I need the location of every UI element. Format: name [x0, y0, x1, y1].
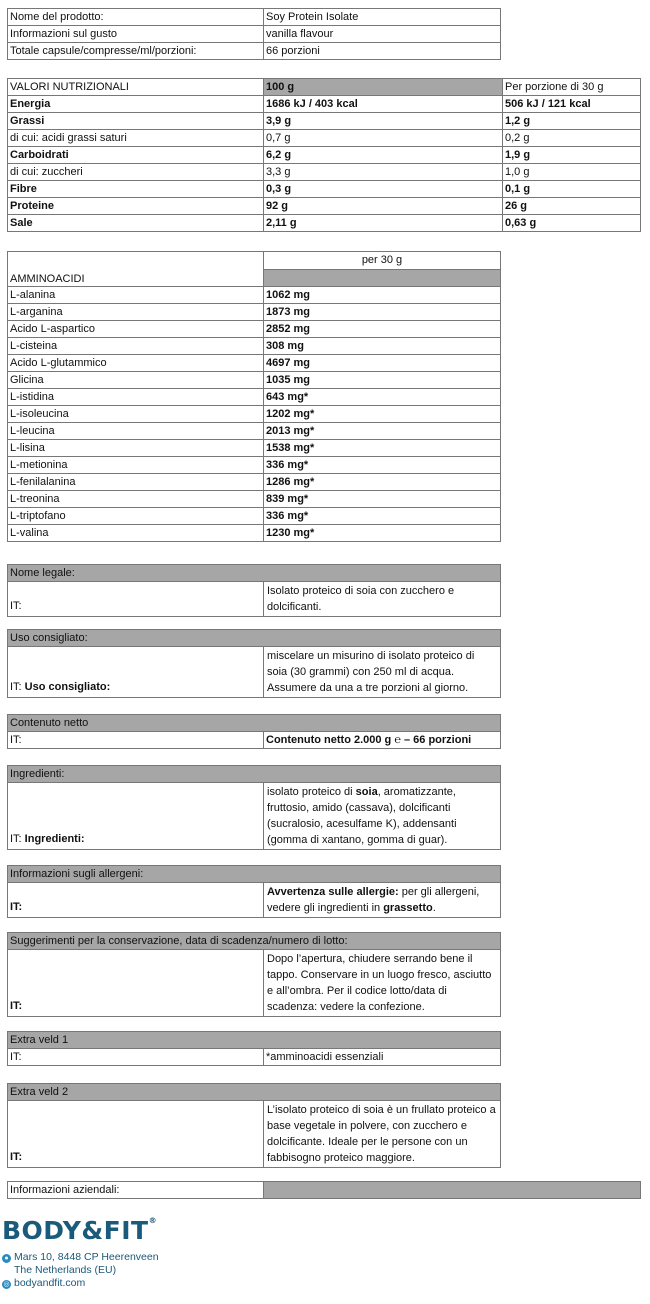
nutrition-table	[7, 78, 641, 232]
brand-logo	[2, 1216, 159, 1245]
nutrient-100g: 3,9 g	[264, 113, 503, 130]
nutrient-name: Fibre	[8, 181, 264, 198]
amino-row	[8, 355, 501, 372]
text-part: per gli allergeni, vedere gli ingredienti in	[267, 886, 480, 914]
nutrient-name: Proteine	[8, 198, 264, 215]
nutrient-100g: 2,11 g	[264, 215, 503, 232]
lang-label: IT:	[8, 732, 264, 749]
nutrient-name: di cui: acidi grassi saturi	[8, 130, 264, 147]
cell-label: Totale capsule/compresse/ml/porzioni:	[8, 43, 264, 60]
amino-row	[8, 508, 501, 525]
nutrient-portion: 1,2 g	[503, 113, 641, 130]
amino-value: 1202 mg*	[264, 406, 501, 423]
address-line-2: The Netherlands (EU)	[14, 1264, 117, 1276]
amino-row	[8, 491, 501, 508]
amino-value: 1873 mg	[264, 304, 501, 321]
ingredients-section	[7, 765, 501, 850]
amino-name: Acido L-glutammico	[8, 355, 264, 372]
address-line-1: Mars 10, 8448 CP Heerenveen	[14, 1251, 159, 1263]
nutrition-row	[8, 130, 641, 147]
extra2-section	[7, 1083, 501, 1168]
amino-name: L-metionina	[8, 457, 264, 474]
header-100g: 100 g	[264, 79, 503, 96]
lang-code: IT:	[10, 833, 25, 845]
section-text	[264, 783, 501, 850]
amino-row	[8, 304, 501, 321]
amino-value: 1286 mg*	[264, 474, 501, 491]
amino-name: L-fenilalanina	[8, 474, 264, 491]
usage-section	[7, 629, 501, 698]
amino-row	[8, 525, 501, 542]
nutrition-row	[8, 164, 641, 181]
amino-name: L-istidina	[8, 389, 264, 406]
amino-value: 1062 mg	[264, 287, 501, 304]
address-block	[2, 1251, 159, 1290]
amino-value: 2013 mg*	[264, 423, 501, 440]
nutrient-name: Carboidrati	[8, 147, 264, 164]
nutrition-body	[8, 96, 641, 232]
amino-row	[8, 457, 501, 474]
nutrient-portion: 0,63 g	[503, 215, 641, 232]
company-footer	[2, 1216, 159, 1290]
amino-value: 4697 mg	[264, 355, 501, 372]
allergen-word: soia	[355, 786, 378, 798]
globe-icon: ◎	[3, 1281, 10, 1288]
company-gray-cell	[264, 1182, 641, 1199]
amino-body	[8, 287, 501, 542]
amino-row	[8, 372, 501, 389]
amino-name: Acido L-aspartico	[8, 321, 264, 338]
section-text	[264, 883, 501, 918]
section-title: Informazioni sugli allergeni:	[8, 866, 501, 883]
location-pin-icon: ●	[2, 1254, 11, 1263]
nutrition-row	[8, 147, 641, 164]
amino-row	[8, 338, 501, 355]
lang-label-bold: Uso consigliato:	[24, 681, 111, 693]
cell-label: Nome del prodotto:	[8, 9, 264, 26]
amino-name: L-arganina	[8, 304, 264, 321]
website-line[interactable]	[2, 1277, 159, 1290]
nutrition-row	[8, 215, 641, 232]
nutrient-portion: 0,1 g	[503, 181, 641, 198]
section-text: *amminoacidi essenziali	[264, 1049, 501, 1066]
nutrient-portion: 506 kJ / 121 kcal	[503, 96, 641, 113]
section-text: Isolato proteico di soia con zucchero e dolcificanti.	[264, 582, 501, 617]
amino-gray-cell	[264, 269, 501, 287]
nutrient-name: Energia	[8, 96, 264, 113]
section-title: Extra veld 1	[8, 1032, 501, 1049]
lang-label	[8, 783, 264, 850]
text-part: grassetto	[383, 902, 433, 914]
amino-name: L-valina	[8, 525, 264, 542]
amino-name: L-cisteina	[8, 338, 264, 355]
nutrient-portion: 1,9 g	[503, 147, 641, 164]
nutrient-portion: 0,2 g	[503, 130, 641, 147]
lang-label-bold: Ingredienti:	[24, 833, 85, 845]
amino-value: 2852 mg	[264, 321, 501, 338]
nutrient-100g: 3,3 g	[264, 164, 503, 181]
net-content-section	[7, 714, 501, 749]
nutrient-portion: 1,0 g	[503, 164, 641, 181]
lang-label: IT:	[8, 950, 264, 1017]
section-title: Nome legale:	[8, 565, 501, 582]
storage-section	[7, 932, 501, 1017]
header-portion: Per porzione di 30 g	[503, 79, 641, 96]
amino-name: L-treonina	[8, 491, 264, 508]
website-link[interactable]: bodyandfit.com	[14, 1277, 86, 1289]
lang-label: IT:	[8, 1049, 264, 1066]
section-title: Suggerimenti per la conservazione, data di scadenza/numero di lotto:	[8, 933, 501, 950]
nutrition-row	[8, 181, 641, 198]
nutrition-header	[8, 79, 641, 96]
amino-row	[8, 406, 501, 423]
nutrient-100g: 0,7 g	[264, 130, 503, 147]
text-part: Avvertenza sulle allergie:	[267, 886, 399, 898]
extra1-section	[7, 1031, 501, 1066]
registered-mark: ®	[148, 1216, 158, 1225]
cell-value: vanilla flavour	[264, 26, 501, 43]
amino-row	[8, 474, 501, 491]
amino-row	[8, 321, 501, 338]
nutrient-name: di cui: zuccheri	[8, 164, 264, 181]
amino-name: L-isoleucina	[8, 406, 264, 423]
lang-code: IT:	[10, 681, 25, 693]
lang-label	[8, 647, 264, 698]
table-row	[8, 26, 501, 43]
section-text: Contenuto netto 2.000 g ℮ – 66 porzioni	[264, 732, 501, 749]
amino-value: 1035 mg	[264, 372, 501, 389]
cell-label: Informazioni sul gusto	[8, 26, 264, 43]
section-title: Informazioni aziendali:	[8, 1182, 264, 1199]
text-part: .	[432, 902, 436, 914]
nutrient-portion: 26 g	[503, 198, 641, 215]
amino-row	[8, 423, 501, 440]
amino-value: 643 mg*	[264, 389, 501, 406]
nutrient-name: Grassi	[8, 113, 264, 130]
logo-text: BODY&FIT	[2, 1216, 149, 1245]
section-title: Contenuto netto	[8, 715, 501, 732]
amino-name: L-lisina	[8, 440, 264, 457]
section-title: Uso consigliato:	[8, 630, 501, 647]
amino-table	[7, 251, 501, 542]
table-row	[8, 43, 501, 60]
amino-name: L-alanina	[8, 287, 264, 304]
nutrition-row	[8, 96, 641, 113]
nutrient-100g: 1686 kJ / 403 kcal	[264, 96, 503, 113]
company-section	[7, 1181, 641, 1199]
amino-name: Glicina	[8, 372, 264, 389]
amino-value: 336 mg*	[264, 508, 501, 525]
text-part: , aromatizzante, fruttosio, amido (cassava), dolcificanti (sucralosio, acesulfame K), addensanti (gomma di xantano, gomma di guar).	[267, 786, 457, 846]
amino-row	[8, 287, 501, 304]
section-title: Extra veld 2	[8, 1084, 501, 1101]
section-title: Ingredienti:	[8, 766, 501, 783]
header-label: VALORI NUTRIZIONALI	[8, 79, 264, 96]
table-row	[8, 9, 501, 26]
nutrient-100g: 92 g	[264, 198, 503, 215]
amino-value: 1538 mg*	[264, 440, 501, 457]
address-line	[2, 1251, 159, 1264]
lang-label: IT:	[8, 582, 264, 617]
allergens-section	[7, 865, 501, 918]
legal-section	[7, 564, 501, 617]
nutrient-100g: 6,2 g	[264, 147, 503, 164]
nutrient-100g: 0,3 g	[264, 181, 503, 198]
nutrition-row	[8, 113, 641, 130]
amino-name: L-triptofano	[8, 508, 264, 525]
amino-header-top	[8, 252, 501, 270]
amino-row	[8, 440, 501, 457]
section-text: miscelare un misurino di isolato proteico di soia (30 grammi) con 250 ml di acqua. Assumere da una a tre porzioni al giorno.	[264, 647, 501, 698]
amino-value: 308 mg	[264, 338, 501, 355]
lang-label: IT:	[8, 883, 264, 918]
nutrient-name: Sale	[8, 215, 264, 232]
amino-row	[8, 389, 501, 406]
amino-title: AMMINOACIDI	[8, 252, 264, 287]
product-info-table	[7, 8, 501, 60]
amino-value: 839 mg*	[264, 491, 501, 508]
section-text: Dopo l’apertura, chiudere serrando bene il tappo. Conservare in un luogo fresco, asciutto e all’ombra. Per il codice lotto/data di scadenza: vedere la confezione.	[264, 950, 501, 1017]
amino-value: 336 mg*	[264, 457, 501, 474]
cell-value: 66 porzioni	[264, 43, 501, 60]
lang-label: IT:	[8, 1101, 264, 1168]
text-part: isolato proteico di	[267, 786, 356, 798]
cell-value: Soy Protein Isolate	[264, 9, 501, 26]
amino-value: 1230 mg*	[264, 525, 501, 542]
section-text: L’isolato proteico di soia è un frullato proteico a base vegetale in polvere, con zucchero e dolcificante. Ideale per le persone con un fabbisogno proteico maggiore.	[264, 1101, 501, 1168]
amino-per: per 30 g	[264, 252, 501, 270]
nutrition-row	[8, 198, 641, 215]
amino-name: L-leucina	[8, 423, 264, 440]
